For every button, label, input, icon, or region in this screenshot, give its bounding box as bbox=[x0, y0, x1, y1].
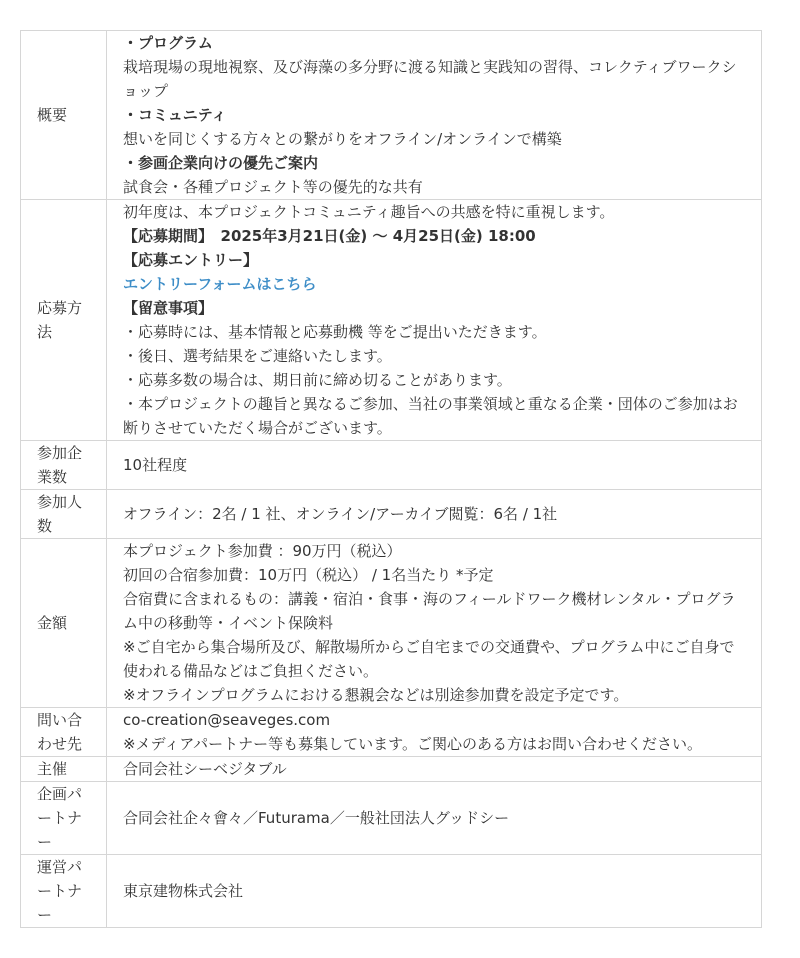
text-line: ・本プロジェクトの趣旨と異なるご参加、当社の事業領域と重なる企業・団体のご参加はお断りさせていただく場合がございます。 bbox=[123, 395, 738, 437]
table-row bbox=[21, 539, 762, 708]
row-value bbox=[107, 490, 762, 539]
row-label: 問い合わせ先 bbox=[21, 708, 107, 757]
text-line: ・コミュニティ bbox=[123, 106, 227, 124]
row-label: 運営パートナー bbox=[21, 855, 107, 928]
row-value bbox=[107, 855, 762, 928]
row-value bbox=[107, 441, 762, 490]
row-label: 応募方法 bbox=[21, 200, 107, 441]
row-label: 概要 bbox=[21, 31, 107, 200]
text-line: 合同会社企々會々／Futurama／一般社団法人グッドシー bbox=[123, 809, 510, 827]
text-line: 初回の合宿参加費：10万円（税込） / 1名当たり *予定 bbox=[123, 566, 494, 584]
row-value bbox=[107, 708, 762, 757]
contact-email[interactable]: co-creation@seaveges.com bbox=[123, 711, 331, 729]
table-row bbox=[21, 200, 762, 441]
row-label: 参加人数 bbox=[21, 490, 107, 539]
info-table bbox=[20, 30, 762, 928]
text-line: 初年度は、本プロジェクトコミュニティ趣旨への共感を特に重視します。 bbox=[123, 203, 615, 221]
text-line: 合同会社シーベジタブル bbox=[123, 760, 287, 778]
text-line: 試食会・各種プロジェクト等の優先的な共有 bbox=[123, 178, 423, 196]
table-row bbox=[21, 441, 762, 490]
text-line: ・応募多数の場合は、期日前に締め切ることがあります。 bbox=[123, 371, 512, 389]
row-label: 企画パートナー bbox=[21, 782, 107, 855]
row-label: 主催 bbox=[21, 757, 107, 782]
text-line: ・応募時には、基本情報と応募動機 等をご提出いただきます。 bbox=[123, 323, 547, 341]
text-line: ※オフラインプログラムにおける懇親会などは別途参加費を設定予定です。 bbox=[123, 686, 629, 704]
row-value bbox=[107, 539, 762, 708]
row-label: 金額 bbox=[21, 539, 107, 708]
entry-form-link[interactable]: エントリーフォームはこちら bbox=[123, 275, 317, 293]
text-line: ・参画企業向けの優先ご案内 bbox=[123, 154, 319, 172]
text-line: ※メディアパートナー等も募集しています。ご関心のある方はお問い合わせください。 bbox=[123, 735, 702, 753]
text-line: 本プロジェクト参加費 ：90万円（税込） bbox=[123, 542, 402, 560]
text-line: 東京建物株式会社 bbox=[123, 882, 244, 900]
text-line: 【留意事項】 bbox=[123, 299, 214, 317]
text-line: 【応募エントリー】 bbox=[123, 251, 259, 269]
table-row bbox=[21, 490, 762, 539]
row-value bbox=[107, 757, 762, 782]
text-line: ・プログラム bbox=[123, 34, 213, 52]
row-value bbox=[107, 782, 762, 855]
text-line: 合宿費に含まれるもの：講義・宿泊・食事・海のフィールドワーク機材レンタル・プログラム中の移動等・イベント保険料 bbox=[123, 590, 736, 632]
text-line: オフライン：2名 / 1 社、オンライン/アーカイブ閲覧：6名 / 1社 bbox=[123, 505, 558, 523]
text-line: 10社程度 bbox=[123, 456, 188, 474]
text-line: ・後日、選考結果をご連絡いたします。 bbox=[123, 347, 392, 365]
table-row bbox=[21, 31, 762, 200]
table-row bbox=[21, 855, 762, 928]
table-row bbox=[21, 757, 762, 782]
table-row bbox=[21, 782, 762, 855]
row-label: 参加企業数 bbox=[21, 441, 107, 490]
application-period: 【応募期間】 2025年3月21日(金) 〜 4月25日(金) 18:00 bbox=[123, 227, 536, 245]
row-value bbox=[107, 200, 762, 441]
text-line: 栽培現場の現地視察、及び海藻の多分野に渡る知識と実践知の習得、コレクティブワークショップ bbox=[123, 58, 737, 100]
row-value bbox=[107, 31, 762, 200]
table-row bbox=[21, 708, 762, 757]
text-line: ※ご自宅から集合場所及び、解散場所からご自宅までの交通費や、プログラム中にご自身で使われる備品などはご負担ください。 bbox=[123, 638, 735, 680]
text-line: 想いを同じくする方々との繋がりをオフライン/オンラインで構築 bbox=[123, 130, 562, 148]
